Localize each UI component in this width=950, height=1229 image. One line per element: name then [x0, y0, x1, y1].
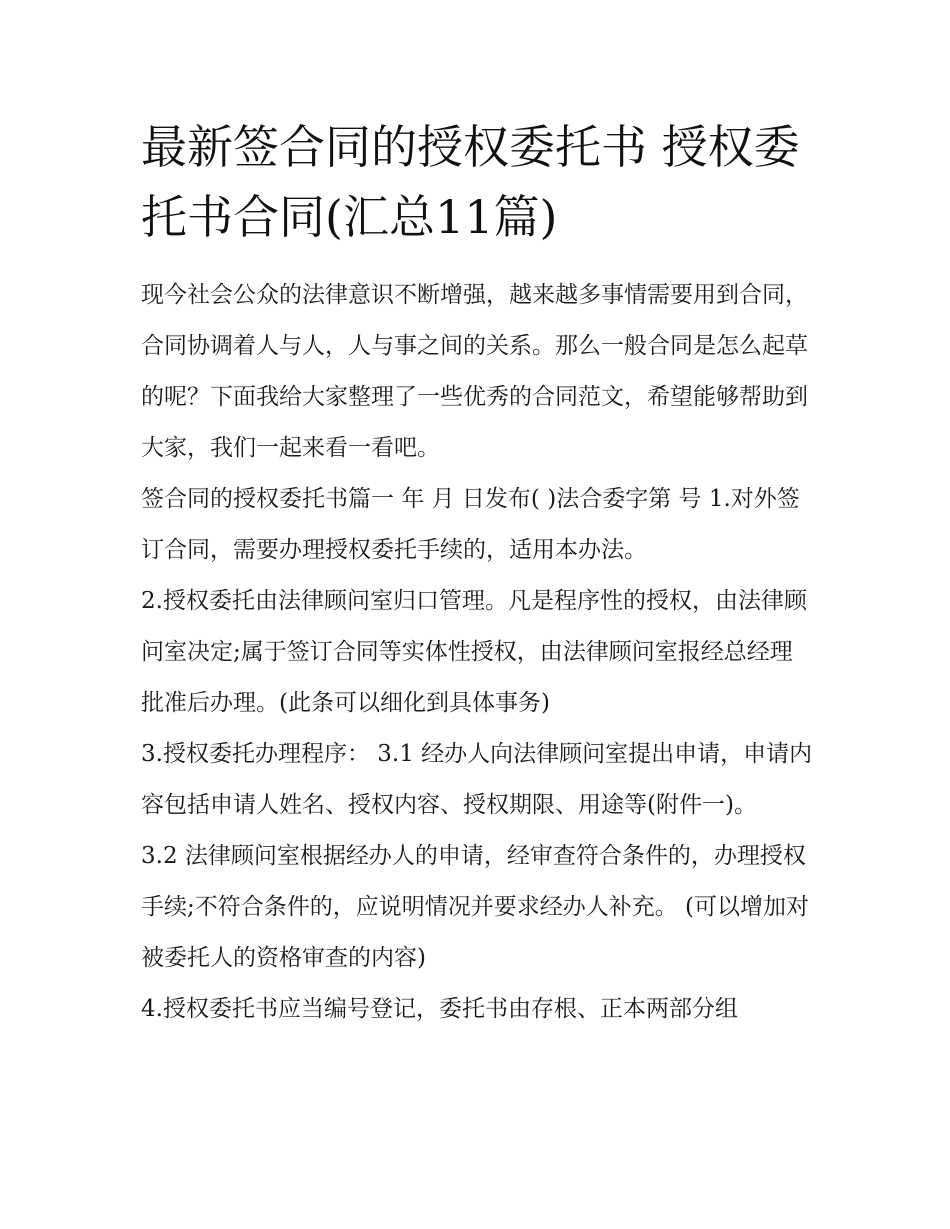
- paragraph-3: 3.授权委托办理程序： 3.1 经办人向法律顾问室提出申请，申请内容包括申请人姓名、授权内容、授权期限、用途等(附件一)。: [141, 741, 813, 818]
- paragraph-4: 4.授权委托书应当编号登记，委托书由存根、正本两部分组: [141, 996, 738, 1022]
- paragraph-intro: 现今社会公众的法律意识不断增强，越来越多事情需要用到合同，合同协调着人与人，人与事之间的关系。那么一般合同是怎么起草的呢？下面我给大家整理了一些优秀的合同范文，希望能够帮助到大家，我们一起来看一看吧。: [141, 282, 808, 461]
- paragraph-1: 签合同的授权委托书篇一 年 月 日发布( )法合委字第 号 1.对外签订合同，需要办理授权委托手续的，适用本办法。: [141, 486, 800, 563]
- paragraph-3-2: 3.2 法律顾问室根据经办人的申请，经审查符合条件的，办理授权手续;不符合条件的，应说明情况并要求经办人补充。 (可以增加对被委托人的资格审查的内容): [141, 843, 810, 971]
- paragraph-2: 2.授权委托由法律顾问室归口管理。凡是程序性的授权，由法律顾问室决定;属于签订合同等实体性授权，由法律顾问室报经总经理批准后办理。(此条可以细化到具体事务): [141, 588, 807, 716]
- document-title: 最新签合同的授权委托书 授权委托书合同(汇总11篇): [141, 120, 800, 244]
- document-content: [141, 112, 813, 1035]
